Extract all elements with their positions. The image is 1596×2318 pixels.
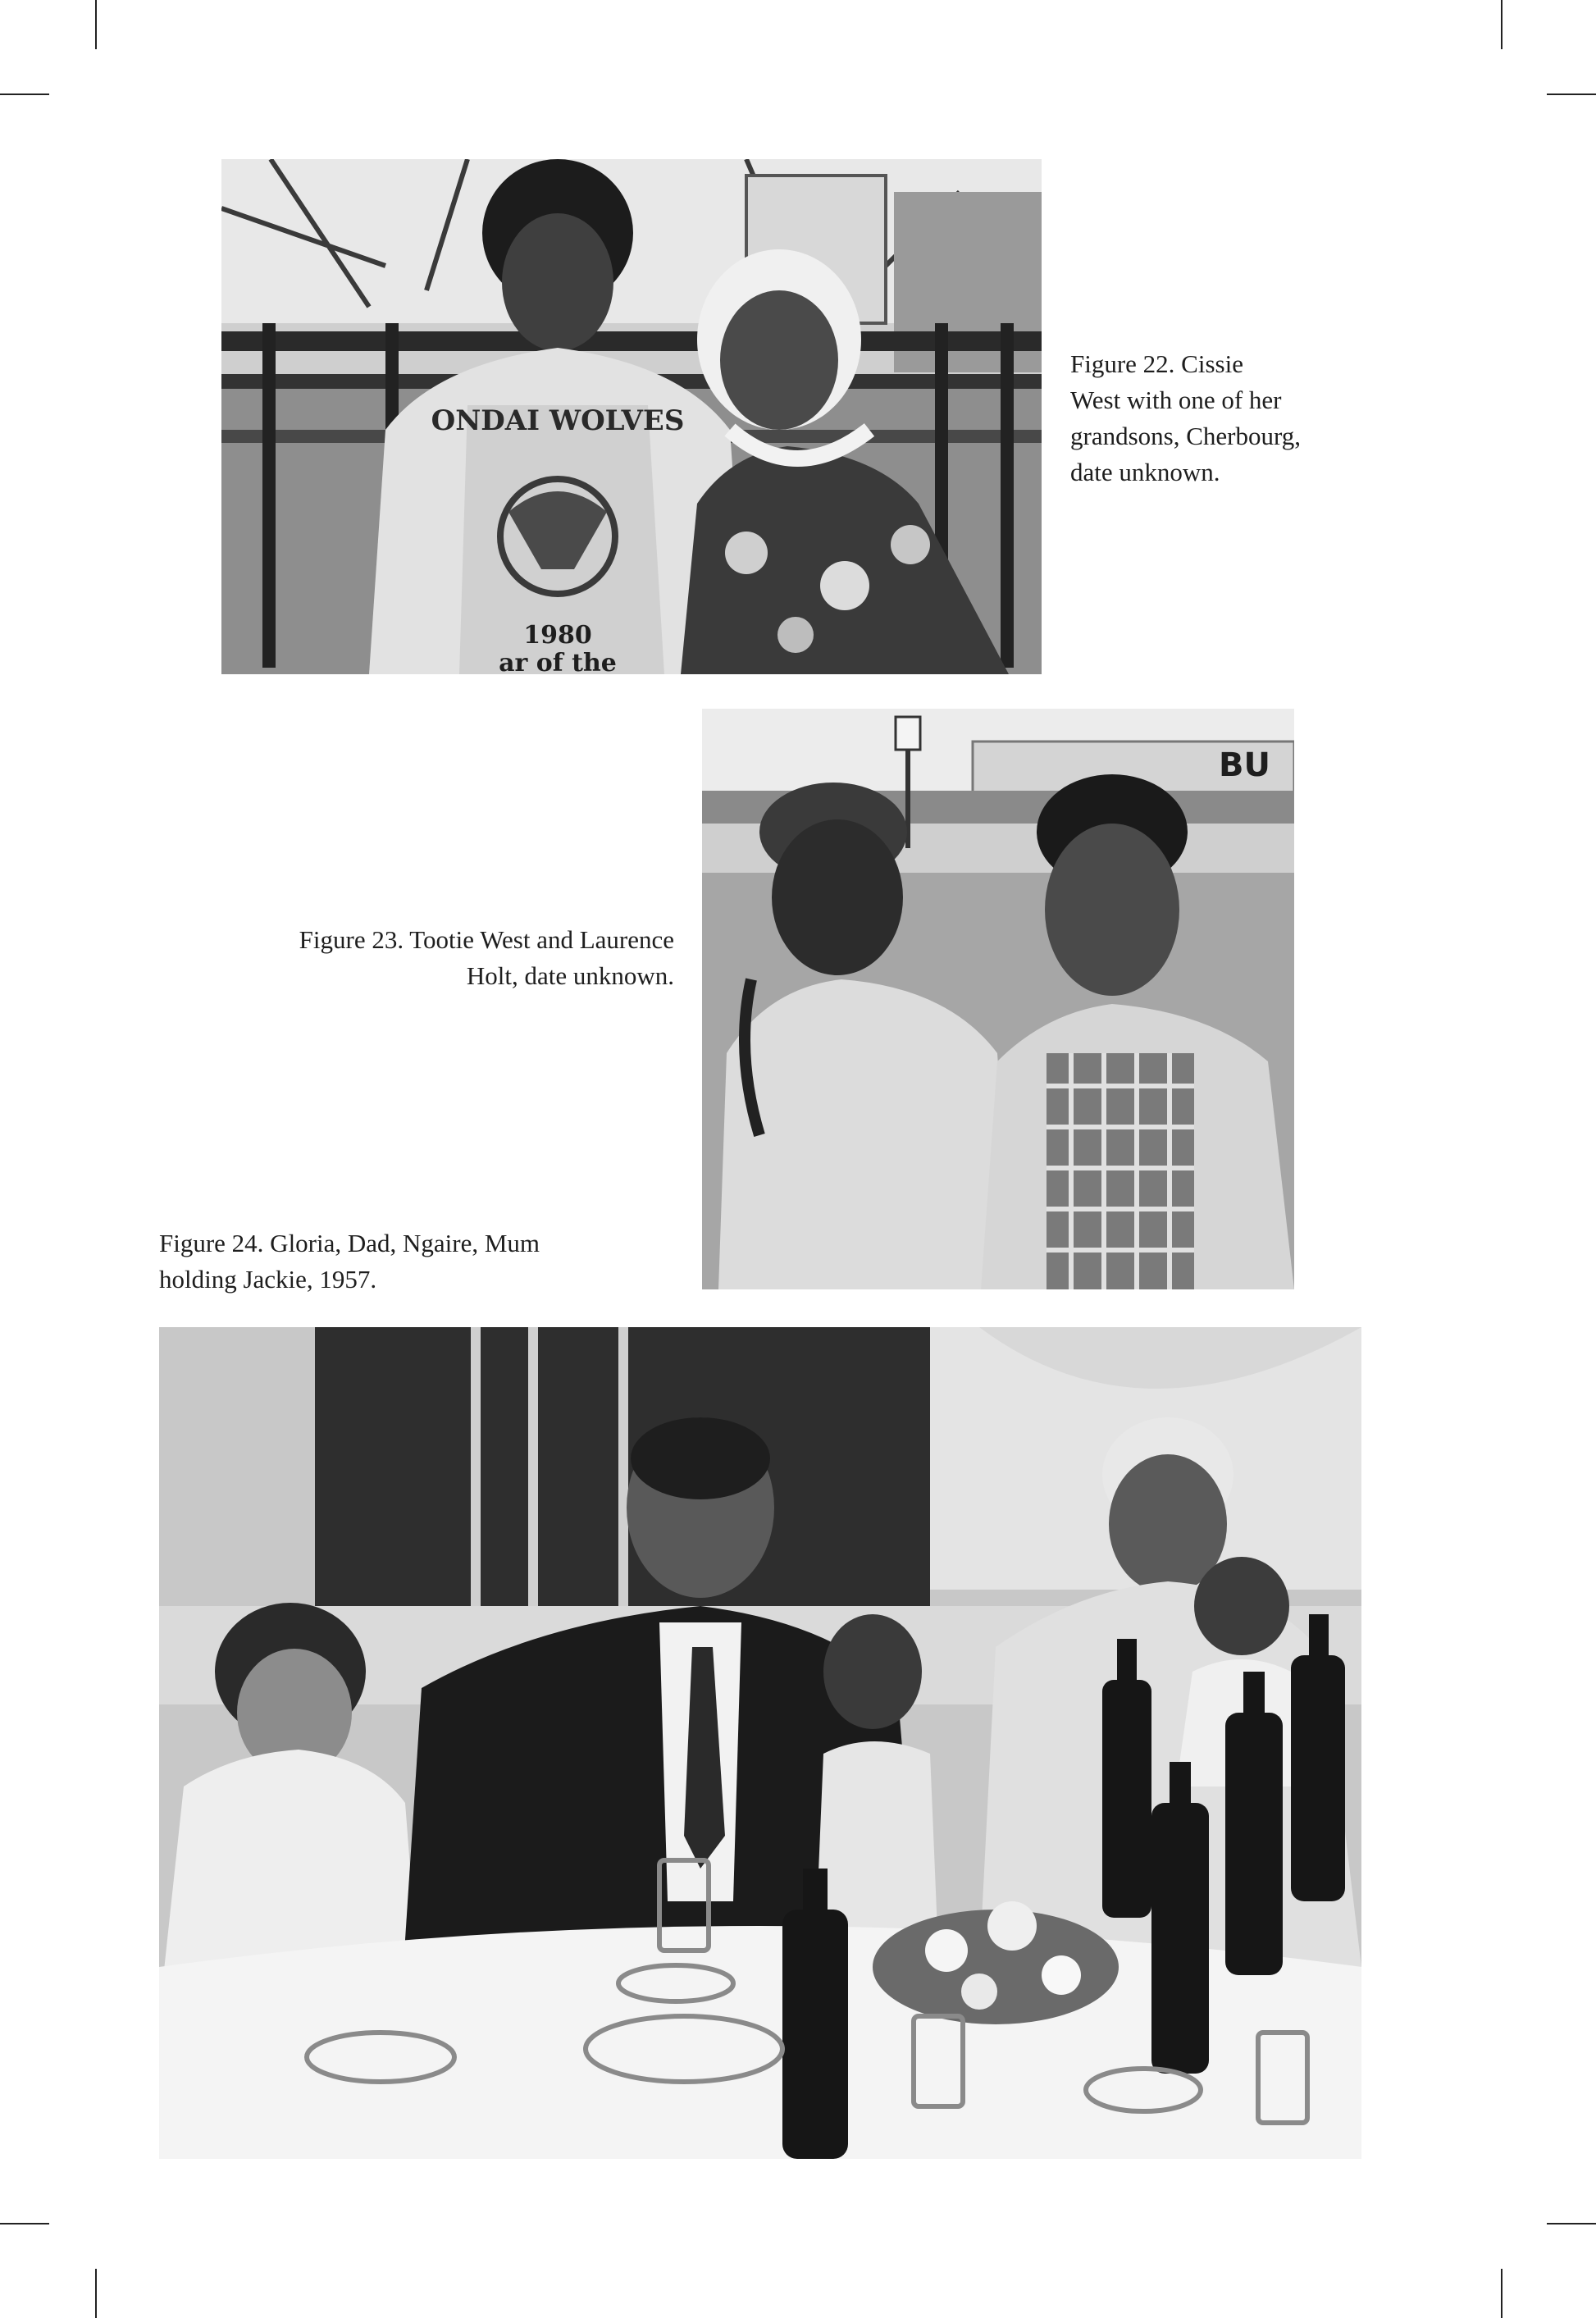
- crop-mark-top-right: [1501, 0, 1503, 49]
- crop-mark-left-bottom: [0, 2223, 49, 2224]
- crop-mark-top-left: [95, 0, 97, 49]
- figure-23-caption: Figure 23. Tootie West and Laurence Holt, date unknown.: [299, 925, 674, 990]
- sign-text: BU: [1219, 746, 1270, 784]
- crop-mark-bottom-right: [1501, 2269, 1503, 2318]
- crop-mark-bottom-left: [95, 2269, 97, 2318]
- shirt-text-line-3: ar of the: [499, 649, 617, 674]
- figure-24-photo: [159, 1327, 1361, 2159]
- shirt-text-line-1: ONDAI WOLVES: [431, 404, 685, 437]
- shirt-text-line-2: 1980: [523, 621, 592, 650]
- figure-24-caption: Figure 24. Gloria, Dad, Ngaire, Mum holding Jackie, 1957.: [159, 1229, 540, 1294]
- figure-22-caption: Figure 22. Cissie West with one of her grandsons, Cherbourg, date unknown.: [1070, 349, 1301, 486]
- figure-23-photo: [702, 709, 1294, 1289]
- checked-shirt-pattern: [1047, 1053, 1194, 1289]
- crop-mark-right-top: [1547, 94, 1596, 95]
- figure-22-photo: [221, 159, 1042, 674]
- crop-mark-right-bottom: [1547, 2223, 1596, 2224]
- crop-mark-left-top: [0, 94, 49, 95]
